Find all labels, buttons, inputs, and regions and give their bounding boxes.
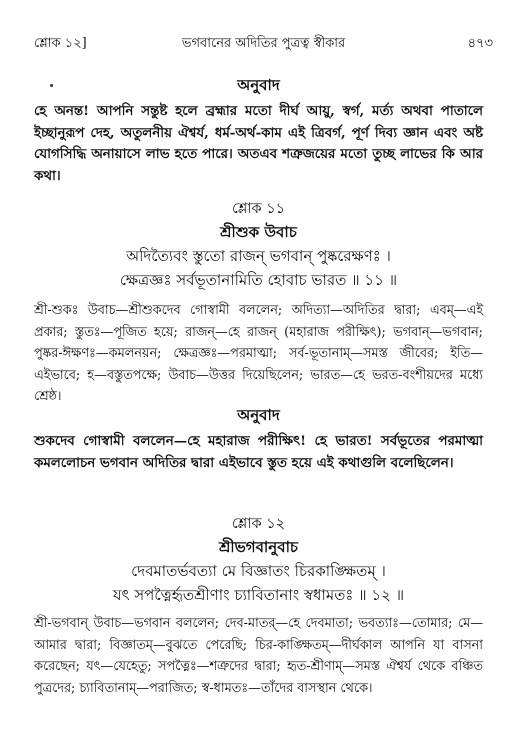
verse-line-2: যৎ সপত্নৈর্হৃতশ্রীণাং চ্যাবিতানাং স্বধামতঃ ॥ ১২ ॥ — [112, 586, 405, 604]
verse-11 — [34, 198, 483, 408]
running-header — [34, 34, 493, 56]
translation-section-2 — [34, 404, 483, 474]
verse-number: শ্লোক ১১ — [231, 201, 286, 217]
word-meanings: শ্রী-শুকঃ উবাচ—শ্রীশুকদেব গোস্বামী বললেন; অদিত্যা—অদিতির দ্বারা; এবম্—এই প্রকার; স্তুতঃ—পূজিত হয়ে; রাজন্—হে রাজন্ (মহারাজ পরীক্ষিৎ); ভগবান্—ভগবান; পুষ্কর-ঈক্ষণঃ—কমলনয়ন; ক্ষেত্রজ্ঞঃ—পরমাত্মা; সর্ব-ভূতানাম্—সমস্ত জীবের; ইতি—এইভাবে; হ—বস্তুতপক্ষে; উবাচ—উত্তর দিয়েছিলেন; ভারত—হে ভরত-বংশীয়দের মধ্যে শ্রেষ্ঠ। — [34, 303, 483, 404]
verse-number: শ্লোক ১২ — [231, 516, 286, 532]
verse-speaker: শ্রীশুক উবাচ — [220, 223, 297, 241]
translation-section-1 — [34, 74, 483, 187]
translation-text: শুকদেব গোস্বামী বললেন—হে মহারাজ পরীক্ষিৎ! হে ভারত! সর্বভূতের পরমাত্মা কমললোচন ভগবান অদিতির দ্বারা এইভাবে স্তুত হয়ে এই কথাগুলি বলেছিলেন। — [34, 433, 483, 471]
header-verse-ref: শ্লোক ১২] — [34, 36, 87, 51]
verse-line-2: ক্ষেত্রজ্ঞঃ সর্বভূতানামিতি হোবাচ ভারত ॥ ১১ ॥ — [119, 271, 398, 289]
translation-heading: অনুবাদ — [237, 406, 280, 424]
verse-line-1: দেবমাতর্ভবত্যা মে বিজ্ঞাতং চিরকাঙ্ক্ষিতম্ । — [131, 562, 386, 580]
verse-line-1: অদিত্যৈবং স্তুতো রাজন্ ভগবান্ পুষ্করেক্ষণঃ । — [126, 247, 391, 265]
translation-text: হে অনন্ত! আপনি সন্তুষ্ট হলে ব্রহ্মার মতো দীর্ঘ আয়ু, স্বর্গ, মর্ত্য অথবা পাতালে ইচ্ছানুরূপ দেহ, অতুলনীয় ঐশ্বর্য, ধর্ম-অর্থ-কাম এই ত্রিবর্গ, পূর্ণ দিব্য জ্ঞান এবং অষ্ট যোগসিদ্ধি অনায়াসে লাভ হতে পারে। অতএব শত্রুজয়ের মতো তুচ্ছ লাভের কি আর কথা। — [34, 103, 483, 184]
page-number: ৪৭৩ — [467, 36, 493, 51]
verse-12 — [34, 513, 483, 699]
translation-heading: অনুবাদ — [237, 76, 280, 94]
word-meanings: শ্রী-ভগবান্ উবাচ—ভগবান বললেন; দেব-মাতর্—হে দেবমাতা; ভবত্যাঃ—তোমার; মে—আমার দ্বারা; বিজ্ঞাতম্—বুঝতে পেরেছি; চির-কাঙ্ক্ষিতম্—দীর্ঘকাল আপনি যা বাসনা করেছেন; যৎ—যেহেতু; সপত্নৈঃ—শত্রুদের দ্বারা; হৃত-শ্রীণাম্—সমস্ত ঐশ্বর্য থেকে বঞ্চিত পুত্রদের; চ্যাবিতানাম্—পরাজিত; স্ব-ধামতঃ—তাঁদের বাসস্থান থেকে। — [34, 616, 483, 696]
header-chapter-title: ভগবানের অদিতির পুত্রত্ব স্বীকার — [181, 36, 346, 51]
verse-speaker: শ্রীভগবানুবাচ — [218, 538, 299, 556]
